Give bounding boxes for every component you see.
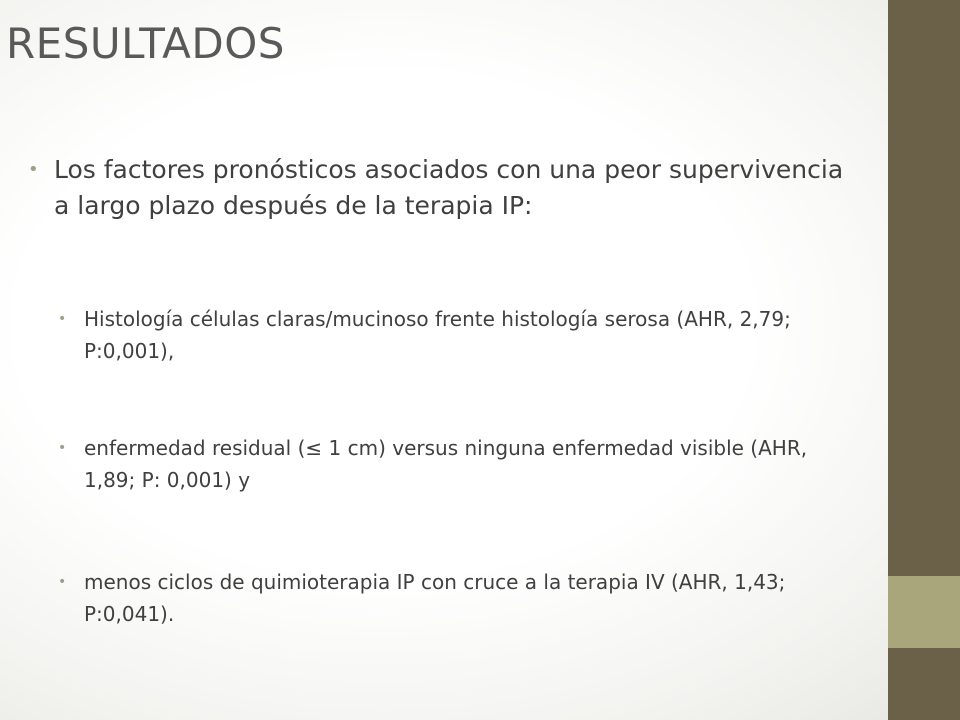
sub-bullet-chemo-cycles [58, 566, 858, 630]
bullet-dot-icon: • [58, 440, 67, 456]
sub-bullet-text: menos ciclos de quimioterapia IP con cruce a la terapia IV (AHR, 1,43; P:0,041). [84, 570, 786, 626]
bullet-dot-icon: • [58, 574, 67, 590]
bullet-dot-icon: • [28, 159, 39, 180]
sub-bullet-residual-disease [58, 432, 858, 496]
sub-bullet-text: enfermedad residual (≤ 1 cm) versus ninguna enfermedad visible (AHR, 1,89; P: 0,001) y [84, 436, 808, 492]
main-bullet [28, 152, 858, 224]
bullet-dot-icon: • [58, 311, 67, 327]
slide-title: RESULTADOS [6, 19, 285, 68]
sub-bullet-text: Histología células claras/mucinoso frente histología serosa (AHR, 2,79; P:0,001), [84, 307, 791, 363]
main-bullet-text: Los factores pronósticos asociados con una peor supervivencia a largo plazo después de la terapia IP: [54, 155, 844, 220]
decorative-sidebar-accent [888, 576, 960, 648]
sub-bullet-histology [58, 303, 858, 367]
